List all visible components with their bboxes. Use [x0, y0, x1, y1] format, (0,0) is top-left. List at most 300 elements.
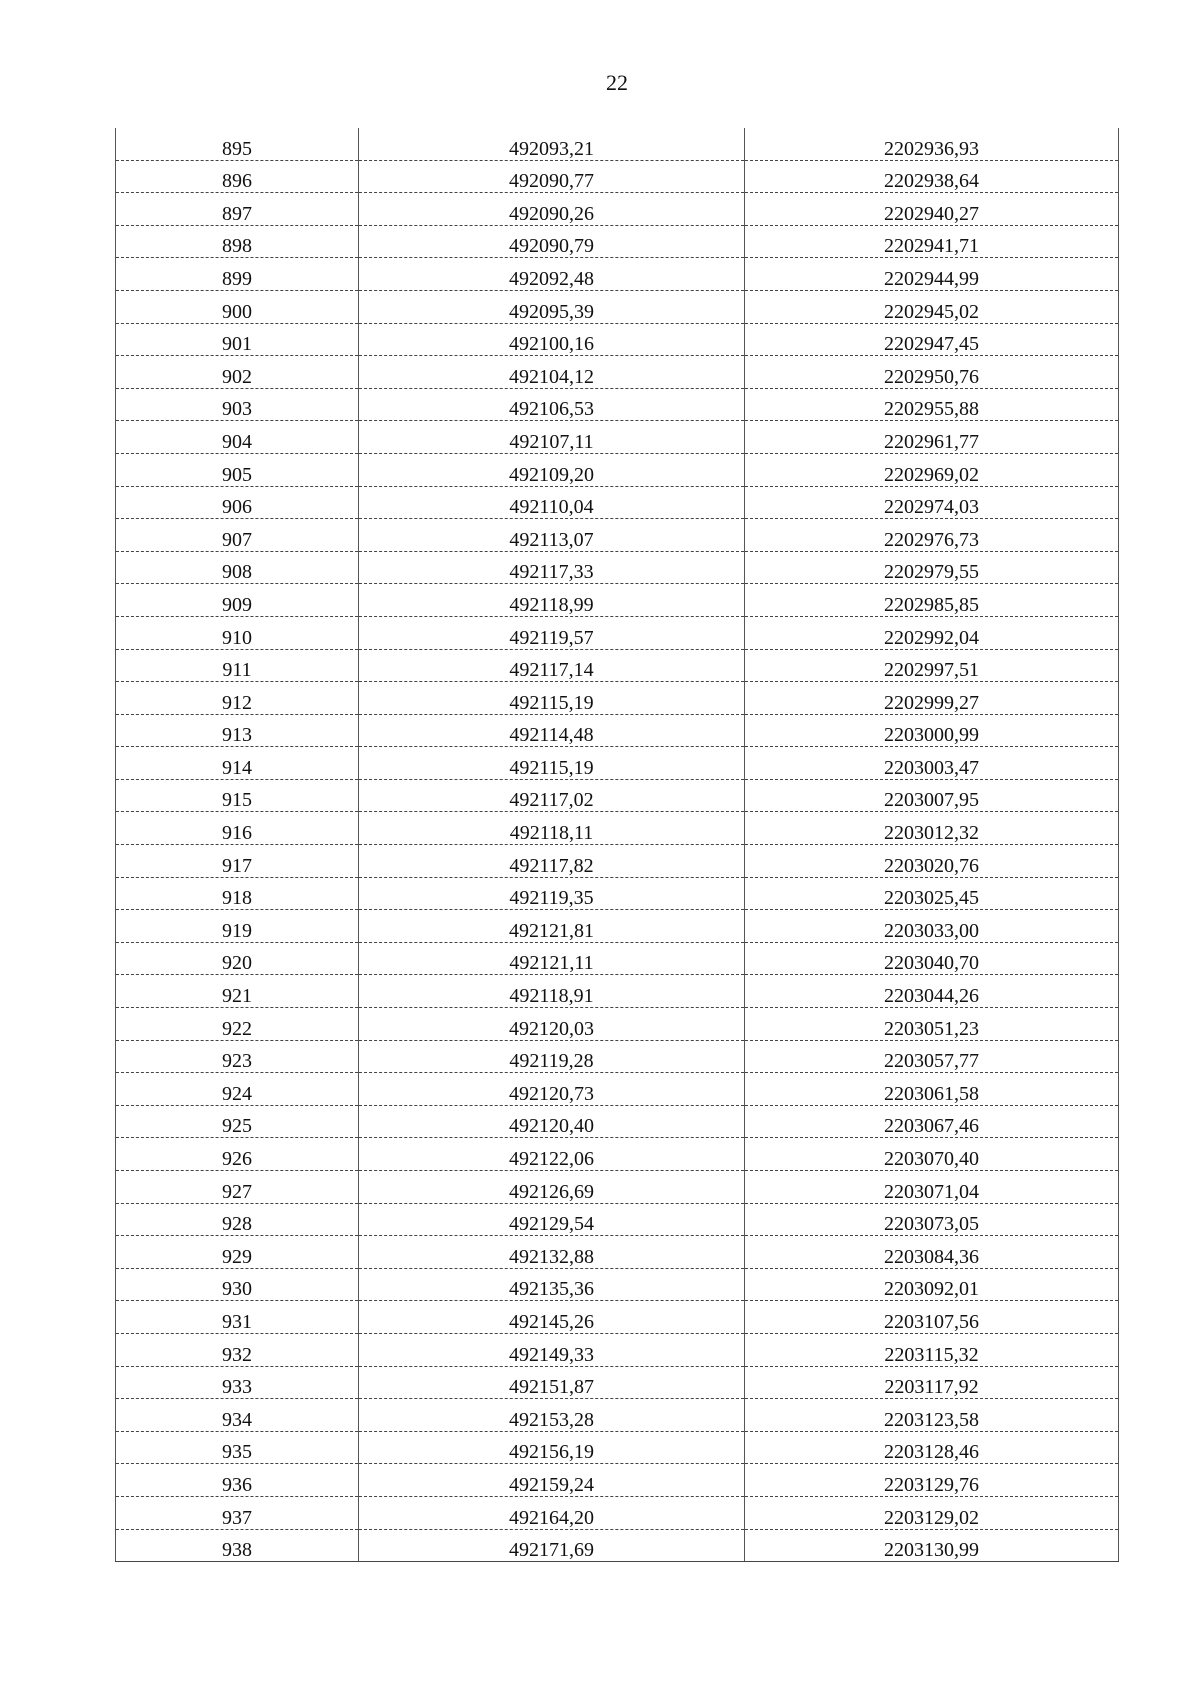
y-coordinate-cell [745, 1431, 1119, 1464]
y-coordinate-cell [745, 193, 1119, 226]
point-number-cell [116, 356, 359, 389]
y-coordinate-cell [745, 1171, 1119, 1204]
x-coordinate-cell-text: 492126,69 [509, 1180, 594, 1203]
table-row [116, 1301, 1119, 1334]
point-number-cell-text: 918 [222, 887, 252, 910]
y-coordinate-cell-text: 2203073,05 [884, 1213, 979, 1236]
point-number-cell-text: 928 [222, 1213, 252, 1236]
x-coordinate-cell [359, 388, 745, 421]
x-coordinate-cell [359, 682, 745, 715]
table-row [116, 421, 1119, 454]
y-coordinate-cell-text: 2202992,04 [884, 626, 979, 649]
point-number-cell [116, 1431, 359, 1464]
coordinates-table-body [116, 128, 1119, 1562]
y-coordinate-cell-text: 2202945,02 [884, 300, 979, 323]
y-coordinate-cell-text: 2202955,88 [884, 398, 979, 421]
y-coordinate-cell-text: 2203070,40 [884, 1148, 979, 1170]
y-coordinate-cell-text: 2202969,02 [884, 463, 979, 486]
point-number-cell-text: 904 [222, 430, 252, 453]
x-coordinate-cell [359, 519, 745, 552]
x-coordinate-cell [359, 1236, 745, 1269]
point-number-cell [116, 1105, 359, 1138]
point-number-cell-text: 931 [222, 1310, 252, 1333]
table-row [116, 258, 1119, 291]
point-number-cell-text: 899 [222, 267, 252, 290]
point-number-cell-text: 902 [222, 365, 252, 388]
y-coordinate-cell [745, 1073, 1119, 1106]
y-coordinate-cell-text: 2203061,58 [884, 1082, 979, 1105]
point-number-cell-text: 916 [222, 822, 252, 845]
x-coordinate-cell-text: 492121,81 [509, 919, 594, 942]
point-number-cell-text: 927 [222, 1180, 252, 1203]
point-number-cell [116, 1366, 359, 1399]
x-coordinate-cell [359, 356, 745, 389]
table-row [116, 649, 1119, 682]
table-row [116, 779, 1119, 812]
x-coordinate-cell [359, 779, 745, 812]
point-number-cell-text: 895 [222, 137, 252, 160]
point-number-cell [116, 519, 359, 552]
point-number-cell [116, 1040, 359, 1073]
point-number-cell-text: 912 [222, 691, 252, 714]
y-coordinate-cell [745, 649, 1119, 682]
point-number-cell [116, 714, 359, 747]
x-coordinate-cell-text: 492132,88 [509, 1245, 594, 1268]
y-coordinate-cell [745, 486, 1119, 519]
point-number-cell-text: 934 [222, 1408, 252, 1431]
x-coordinate-cell [359, 616, 745, 649]
table-row [116, 616, 1119, 649]
y-coordinate-cell-text: 2202985,85 [884, 593, 979, 616]
point-number-cell-text: 898 [222, 235, 252, 258]
y-coordinate-cell-text: 2203092,01 [884, 1278, 979, 1301]
y-coordinate-cell-text: 2202940,27 [884, 202, 979, 225]
point-number-cell [116, 942, 359, 975]
table-row [116, 1105, 1119, 1138]
point-number-cell [116, 1399, 359, 1432]
point-number-cell [116, 388, 359, 421]
point-number-cell [116, 290, 359, 323]
x-coordinate-cell [359, 1301, 745, 1334]
point-number-cell-text: 921 [222, 985, 252, 1008]
table-row [116, 1203, 1119, 1236]
x-coordinate-cell [359, 1171, 745, 1204]
x-coordinate-cell [359, 649, 745, 682]
x-coordinate-cell [359, 812, 745, 845]
table-row [116, 1529, 1119, 1562]
y-coordinate-cell [745, 225, 1119, 258]
x-coordinate-cell [359, 714, 745, 747]
x-coordinate-cell [359, 910, 745, 943]
table-row [116, 551, 1119, 584]
table-row [116, 975, 1119, 1008]
table-row [116, 1268, 1119, 1301]
y-coordinate-cell-text: 2202961,77 [884, 430, 979, 453]
x-coordinate-cell-text: 492092,48 [509, 267, 594, 290]
x-coordinate-cell [359, 160, 745, 193]
table-row [116, 290, 1119, 323]
point-number-cell-text: 910 [222, 626, 252, 649]
x-coordinate-cell [359, 290, 745, 323]
table-row [116, 1399, 1119, 1432]
point-number-cell-text: 924 [222, 1082, 252, 1105]
table-row [116, 1138, 1119, 1171]
x-coordinate-cell-text: 492115,19 [509, 691, 594, 714]
point-number-cell-text: 917 [222, 854, 252, 877]
y-coordinate-cell [745, 421, 1119, 454]
point-number-cell-text: 919 [222, 919, 252, 942]
point-number-cell-text: 896 [222, 170, 252, 193]
table-row [116, 1464, 1119, 1497]
point-number-cell-text: 915 [222, 789, 252, 812]
y-coordinate-cell-text: 2202947,45 [884, 333, 979, 356]
table-row [116, 682, 1119, 715]
y-coordinate-cell-text: 2203117,92 [884, 1376, 979, 1399]
point-number-cell-text: 905 [222, 463, 252, 486]
x-coordinate-cell-text: 492122,06 [509, 1148, 594, 1170]
x-coordinate-cell [359, 1040, 745, 1073]
point-number-cell-text: 914 [222, 756, 252, 779]
y-coordinate-cell [745, 388, 1119, 421]
table-row [116, 877, 1119, 910]
y-coordinate-cell-text: 2203057,77 [884, 1050, 979, 1073]
y-coordinate-cell-text: 2203130,99 [884, 1539, 979, 1562]
point-number-cell [116, 1529, 359, 1562]
x-coordinate-cell-text: 492115,19 [509, 756, 594, 779]
x-coordinate-cell [359, 128, 745, 160]
x-coordinate-cell [359, 942, 745, 975]
y-coordinate-cell [745, 128, 1119, 160]
point-number-cell-text: 930 [222, 1278, 252, 1301]
x-coordinate-cell [359, 1138, 745, 1171]
y-coordinate-cell [745, 356, 1119, 389]
table-row [116, 1040, 1119, 1073]
point-number-cell [116, 1301, 359, 1334]
x-coordinate-cell-text: 492121,11 [509, 952, 594, 975]
x-coordinate-cell [359, 486, 745, 519]
y-coordinate-cell [745, 160, 1119, 193]
x-coordinate-cell [359, 453, 745, 486]
y-coordinate-cell-text: 2203051,23 [884, 1017, 979, 1040]
x-coordinate-cell-text: 492119,28 [509, 1050, 594, 1073]
y-coordinate-cell [745, 1236, 1119, 1269]
point-number-cell [116, 877, 359, 910]
point-number-cell [116, 453, 359, 486]
x-coordinate-cell [359, 1496, 745, 1529]
x-coordinate-cell-text: 492104,12 [509, 365, 594, 388]
y-coordinate-cell-text: 2202941,71 [884, 235, 979, 258]
y-coordinate-cell-text: 2203067,46 [884, 1115, 979, 1138]
y-coordinate-cell [745, 453, 1119, 486]
point-number-cell [116, 160, 359, 193]
y-coordinate-cell-text: 2203020,76 [884, 854, 979, 877]
table-row [116, 1333, 1119, 1366]
x-coordinate-cell [359, 747, 745, 780]
x-coordinate-cell-text: 492118,11 [509, 822, 594, 845]
y-coordinate-cell [745, 682, 1119, 715]
x-coordinate-cell-text: 492107,11 [509, 430, 594, 453]
point-number-cell [116, 649, 359, 682]
x-coordinate-cell-text: 492153,28 [509, 1408, 594, 1431]
x-coordinate-cell [359, 258, 745, 291]
x-coordinate-cell-text: 492118,99 [509, 593, 594, 616]
point-number-cell-text: 920 [222, 952, 252, 975]
y-coordinate-cell [745, 290, 1119, 323]
x-coordinate-cell [359, 1105, 745, 1138]
x-coordinate-cell [359, 225, 745, 258]
y-coordinate-cell [745, 616, 1119, 649]
x-coordinate-cell [359, 1203, 745, 1236]
point-number-cell-text: 937 [222, 1506, 252, 1529]
point-number-cell [116, 1138, 359, 1171]
table-row [116, 1073, 1119, 1106]
table-row [116, 1236, 1119, 1269]
point-number-cell-text: 926 [222, 1148, 252, 1170]
x-coordinate-cell [359, 877, 745, 910]
y-coordinate-cell [745, 1203, 1119, 1236]
point-number-cell-text: 908 [222, 561, 252, 584]
x-coordinate-cell-text: 492120,40 [509, 1115, 594, 1138]
x-coordinate-cell-text: 492129,54 [509, 1213, 594, 1236]
table-row [116, 323, 1119, 356]
x-coordinate-cell [359, 1366, 745, 1399]
y-coordinate-cell-text: 2202950,76 [884, 365, 979, 388]
table-row [116, 356, 1119, 389]
x-coordinate-cell [359, 845, 745, 878]
x-coordinate-cell [359, 551, 745, 584]
y-coordinate-cell [745, 323, 1119, 356]
table-row [116, 1171, 1119, 1204]
y-coordinate-cell [745, 584, 1119, 617]
table-row [116, 160, 1119, 193]
x-coordinate-cell-text: 492095,39 [509, 300, 594, 323]
point-number-cell [116, 258, 359, 291]
y-coordinate-cell-text: 2203128,46 [884, 1441, 979, 1464]
y-coordinate-cell [745, 845, 1119, 878]
table-row [116, 1366, 1119, 1399]
point-number-cell [116, 1496, 359, 1529]
x-coordinate-cell [359, 1333, 745, 1366]
y-coordinate-cell-text: 2202938,64 [884, 170, 979, 193]
x-coordinate-cell-text: 492135,36 [509, 1278, 594, 1301]
x-coordinate-cell [359, 1073, 745, 1106]
table-row [116, 714, 1119, 747]
table-row [116, 845, 1119, 878]
x-coordinate-cell-text: 492090,77 [509, 170, 594, 193]
table-row [116, 225, 1119, 258]
y-coordinate-cell-text: 2202936,93 [884, 137, 979, 160]
table-row [116, 388, 1119, 421]
x-coordinate-cell-text: 492117,02 [509, 789, 594, 812]
point-number-cell [116, 193, 359, 226]
point-number-cell-text: 911 [222, 659, 252, 682]
x-coordinate-cell [359, 421, 745, 454]
x-coordinate-cell-text: 492159,24 [509, 1473, 594, 1496]
x-coordinate-cell-text: 492090,79 [509, 235, 594, 258]
table-row [116, 1431, 1119, 1464]
point-number-cell [116, 975, 359, 1008]
y-coordinate-cell [745, 1268, 1119, 1301]
y-coordinate-cell [745, 942, 1119, 975]
y-coordinate-cell-text: 2203123,58 [884, 1408, 979, 1431]
y-coordinate-cell-text: 2202944,99 [884, 267, 979, 290]
x-coordinate-cell [359, 1008, 745, 1041]
x-coordinate-cell-text: 492093,21 [509, 137, 594, 160]
table-row [116, 942, 1119, 975]
y-coordinate-cell-text: 2203033,00 [884, 919, 979, 942]
table-row [116, 747, 1119, 780]
x-coordinate-cell [359, 1399, 745, 1432]
x-coordinate-cell-text: 492090,26 [509, 202, 594, 225]
y-coordinate-cell [745, 812, 1119, 845]
point-number-cell-text: 925 [222, 1115, 252, 1138]
y-coordinate-cell [745, 1301, 1119, 1334]
table-row [116, 453, 1119, 486]
y-coordinate-cell-text: 2202997,51 [884, 659, 979, 682]
y-coordinate-cell-text: 2203012,32 [884, 822, 979, 845]
y-coordinate-cell [745, 747, 1119, 780]
y-coordinate-cell [745, 1366, 1119, 1399]
point-number-cell [116, 779, 359, 812]
point-number-cell-text: 897 [222, 202, 252, 225]
point-number-cell-text: 936 [222, 1473, 252, 1496]
y-coordinate-cell [745, 1464, 1119, 1497]
point-number-cell-text: 906 [222, 496, 252, 519]
point-number-cell-text: 909 [222, 593, 252, 616]
y-coordinate-cell [745, 1496, 1119, 1529]
y-coordinate-cell [745, 1040, 1119, 1073]
x-coordinate-cell [359, 1268, 745, 1301]
x-coordinate-cell [359, 1431, 745, 1464]
point-number-cell [116, 682, 359, 715]
x-coordinate-cell-text: 492119,57 [509, 626, 594, 649]
table-row [116, 584, 1119, 617]
point-number-cell [116, 584, 359, 617]
point-number-cell [116, 1268, 359, 1301]
x-coordinate-cell-text: 492156,19 [509, 1441, 594, 1464]
point-number-cell-text: 932 [222, 1343, 252, 1366]
y-coordinate-cell [745, 1008, 1119, 1041]
y-coordinate-cell-text: 2203084,36 [884, 1245, 979, 1268]
y-coordinate-cell [745, 975, 1119, 1008]
y-coordinate-cell-text: 2202979,55 [884, 561, 979, 584]
y-coordinate-cell-text: 2202976,73 [884, 528, 979, 551]
x-coordinate-cell-text: 492120,03 [509, 1017, 594, 1040]
point-number-cell [116, 128, 359, 160]
point-number-cell-text: 900 [222, 300, 252, 323]
table-row [116, 486, 1119, 519]
y-coordinate-cell-text: 2203115,32 [884, 1343, 979, 1366]
point-number-cell-text: 938 [222, 1539, 252, 1562]
point-number-cell-text: 929 [222, 1245, 252, 1268]
y-coordinate-cell-text: 2203003,47 [884, 756, 979, 779]
point-number-cell-text: 923 [222, 1050, 252, 1073]
page-number: 22 [606, 70, 628, 95]
x-coordinate-cell-text: 492118,91 [509, 985, 594, 1008]
point-number-cell [116, 323, 359, 356]
y-coordinate-cell [745, 551, 1119, 584]
x-coordinate-cell-text: 492117,14 [509, 659, 594, 682]
point-number-cell [116, 421, 359, 454]
y-coordinate-cell-text: 2203025,45 [884, 887, 979, 910]
y-coordinate-cell-text: 2203007,95 [884, 789, 979, 812]
table-row [116, 812, 1119, 845]
point-number-cell [116, 1236, 359, 1269]
y-coordinate-cell [745, 1333, 1119, 1366]
x-coordinate-cell [359, 584, 745, 617]
x-coordinate-cell-text: 492145,26 [509, 1310, 594, 1333]
point-number-cell [116, 1464, 359, 1497]
point-number-cell [116, 486, 359, 519]
y-coordinate-cell-text: 2202974,03 [884, 496, 979, 519]
point-number-cell [116, 1171, 359, 1204]
y-coordinate-cell-text: 2203107,56 [884, 1310, 979, 1333]
x-coordinate-cell-text: 492119,35 [509, 887, 594, 910]
point-number-cell-text: 933 [222, 1376, 252, 1399]
y-coordinate-cell-text: 2203040,70 [884, 952, 979, 975]
point-number-cell-text: 913 [222, 724, 252, 747]
x-coordinate-cell-text: 492164,20 [509, 1506, 594, 1529]
y-coordinate-cell [745, 519, 1119, 552]
x-coordinate-cell [359, 1529, 745, 1562]
x-coordinate-cell-text: 492113,07 [509, 528, 594, 551]
table-row [116, 1496, 1119, 1529]
y-coordinate-cell-text: 2203129,76 [884, 1473, 979, 1496]
y-coordinate-cell [745, 1399, 1119, 1432]
table-row [116, 128, 1119, 160]
y-coordinate-cell [745, 1529, 1119, 1562]
y-coordinate-cell [745, 877, 1119, 910]
x-coordinate-cell-text: 492114,48 [509, 724, 594, 747]
point-number-cell-text: 903 [222, 398, 252, 421]
x-coordinate-cell-text: 492120,73 [509, 1082, 594, 1105]
point-number-cell [116, 551, 359, 584]
x-coordinate-cell-text: 492109,20 [509, 463, 594, 486]
x-coordinate-cell [359, 1464, 745, 1497]
x-coordinate-cell-text: 492117,82 [509, 854, 594, 877]
coordinates-table [115, 128, 1119, 1562]
y-coordinate-cell [745, 714, 1119, 747]
y-coordinate-cell [745, 779, 1119, 812]
y-coordinate-cell-text: 2203000,99 [884, 724, 979, 747]
point-number-cell [116, 1073, 359, 1106]
point-number-cell-text: 935 [222, 1441, 252, 1464]
point-number-cell [116, 747, 359, 780]
x-coordinate-cell [359, 323, 745, 356]
y-coordinate-cell-text: 2202999,27 [884, 691, 979, 714]
y-coordinate-cell-text: 2203129,02 [884, 1506, 979, 1529]
x-coordinate-cell-text: 492117,33 [509, 561, 594, 584]
y-coordinate-cell [745, 910, 1119, 943]
x-coordinate-cell-text: 492149,33 [509, 1343, 594, 1366]
point-number-cell-text: 901 [222, 333, 252, 356]
point-number-cell [116, 845, 359, 878]
table-row [116, 910, 1119, 943]
x-coordinate-cell-text: 492100,16 [509, 333, 594, 356]
y-coordinate-cell [745, 1138, 1119, 1171]
x-coordinate-cell [359, 193, 745, 226]
x-coordinate-cell [359, 975, 745, 1008]
point-number-cell [116, 225, 359, 258]
y-coordinate-cell-text: 2203044,26 [884, 985, 979, 1008]
y-coordinate-cell [745, 1105, 1119, 1138]
point-number-cell [116, 910, 359, 943]
x-coordinate-cell-text: 492106,53 [509, 398, 594, 421]
point-number-cell-text: 907 [222, 528, 252, 551]
point-number-cell [116, 812, 359, 845]
y-coordinate-cell-text: 2203071,04 [884, 1180, 979, 1203]
y-coordinate-cell [745, 258, 1119, 291]
